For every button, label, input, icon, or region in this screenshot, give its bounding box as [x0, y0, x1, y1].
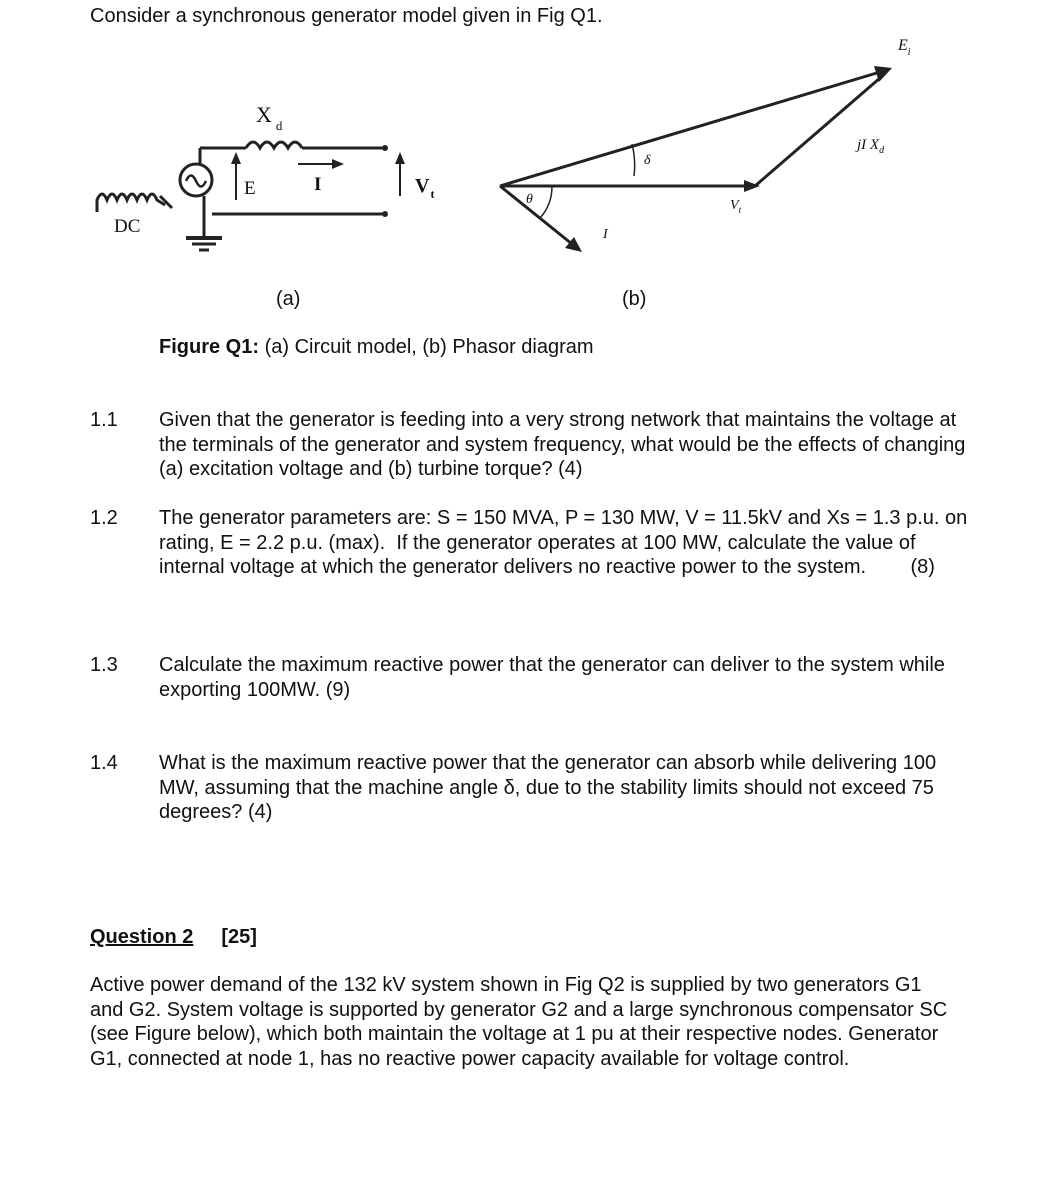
- question-text-1-2: The generator parameters are: S = 150 MVA, P = 130 MW, V = 11.5kV and Xs = 1.3 p.u. on rating, E = 2.2 p.u. (max). If the generator operates at 100 MW, calculate the value of internal voltage at which the generator delivers no reactive power to the system. (8): [159, 507, 973, 578]
- reactance-coil: [246, 142, 302, 148]
- panel-label-a: (a): [276, 288, 301, 310]
- theta-label: θ: [526, 192, 533, 207]
- jixd-phasor: [755, 78, 880, 186]
- phasor-diagram: [490, 30, 930, 255]
- delta-arc: [632, 144, 635, 176]
- question2-heading: [90, 925, 257, 950]
- i-label: I: [314, 174, 322, 195]
- question2-body: Active power demand of the 132 kV system shown in Fig Q2 is supplied by two generators G1 and G2. System voltage is supported by generator G2 and a large synchronous compensator SC (see Figure below), which both maintain the voltage at 1 pu at their respective nodes. Generator G1, connected at node 1, has no reactive power capacity available for voltage control.: [90, 974, 948, 1070]
- vt-label: $V_t$: [415, 175, 435, 201]
- question-text-1-3: Calculate the maximum reactive power that the generator can deliver to the system while exporting 100MW. (9): [159, 654, 945, 701]
- ei-label: $E_i$: [898, 37, 911, 58]
- i-phasor-label: I: [603, 227, 608, 242]
- theta-arc: [540, 186, 552, 218]
- caption-bold: Figure Q1:: [159, 336, 260, 358]
- dc-label: DC: [114, 216, 141, 237]
- caption-rest: (a) Circuit model, (b) Phasor diagram: [259, 336, 594, 358]
- panel-label-b: (b): [622, 288, 647, 310]
- vt-phasor-label: $V_t$: [730, 198, 742, 215]
- circuit-diagram: [85, 95, 445, 265]
- delta-label: δ: [644, 153, 651, 168]
- question-number-1-4: 1.4: [90, 752, 118, 774]
- question-text-1-4: What is the maximum reactive power that the generator can absorb while delivering 100 MW, assuming that the machine angle δ, due to the stability limits should not exceed 75 degrees? (4): [159, 752, 937, 823]
- xd-label: X $_d$: [256, 102, 283, 133]
- question-number-1-1: 1.1: [90, 409, 118, 431]
- intro-text: Consider a synchronous generator model given in Fig Q1.: [90, 5, 603, 27]
- question2-marks: [25]: [221, 926, 257, 948]
- e-label: E: [244, 178, 256, 199]
- i-phasor: [500, 186, 572, 244]
- question-text-1-1: Given that the generator is feeding into a very strong network that maintains the voltage at the terminals of the generator and system frequency, what would be the effects of changing (a) excitation voltage and (b) turbine torque? (4): [159, 409, 966, 480]
- question2-title: Question 2: [90, 926, 194, 948]
- question-number-1-2: 1.2: [90, 507, 118, 529]
- jixd-label: jI $X_d$: [857, 137, 885, 156]
- question-number-1-3: 1.3: [90, 654, 118, 676]
- figure-caption: [159, 335, 594, 360]
- dc-coil: [97, 194, 165, 212]
